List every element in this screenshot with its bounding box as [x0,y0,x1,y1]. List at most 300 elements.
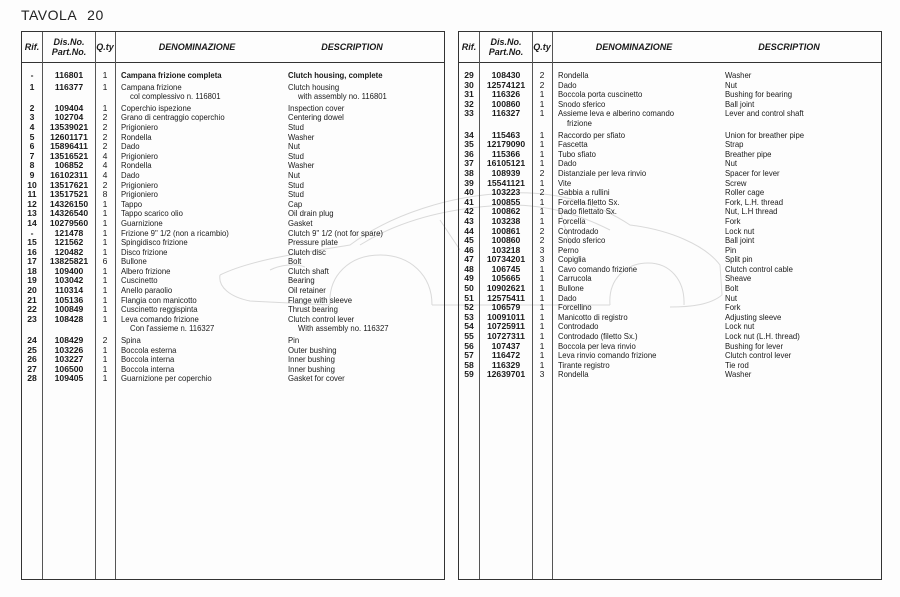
cell-denominazione: Guarnizione [121,217,163,228]
cell-part-no: 109400 [54,265,84,276]
cell-part-no: 109404 [54,102,84,113]
cell-denominazione: Perno [558,244,579,255]
cell-qty: 2 [102,179,108,190]
cell-denominazione: Tubo sfiato [558,148,596,159]
cell-description: Clutch disc [288,246,326,257]
cell-qty: 1 [539,321,545,332]
cell-description: Bolt [725,283,739,294]
cell-description: Ball joint [725,98,755,109]
cell-denominazione: Prigioniero [121,150,158,161]
cell-part-no: 13539021 [49,121,89,132]
table-row [22,152,444,162]
cell-description: Fork [725,302,741,313]
cell-description: Fork [725,215,741,226]
cell-part-no: 116472 [491,350,521,361]
cell-rif: 17 [27,256,37,267]
cell-part-no: 116326 [491,89,521,100]
cell-qty: 2 [539,79,545,90]
cell-denominazione: col complessivo n. 116801 [130,91,221,102]
cell-part-no: 108428 [54,313,84,324]
cell-part-no: 116327 [491,108,521,119]
cell-qty: 2 [539,235,545,246]
cell-denominazione: Grano di centraggio coperchio [121,112,225,123]
cell-part-no: 103226 [54,344,84,355]
cell-qty: 1 [102,313,108,324]
cell-denominazione: frizione [567,117,592,128]
cell-denominazione: Forcella filetto Sx. [558,196,620,207]
cell-rif: 13 [27,208,37,219]
cell-denominazione: Cuscinetto reggispinta [121,304,198,315]
cell-rif: 9 [29,169,35,180]
cell-description: Outer bushing [288,344,337,355]
cell-description: Lock nut (L.H. thread) [725,331,800,342]
cell-qty: 1 [102,208,108,219]
cell-part-no: 120482 [54,246,84,257]
cell-part-no: 116801 [54,70,84,80]
cell-part-no: 15896411 [50,141,88,152]
cell-denominazione: Boccola esterna [121,344,177,355]
cell-part-no: 16102311 [50,169,88,180]
cell-qty: 3 [539,369,545,380]
cell-rif: 49 [464,273,474,284]
cell-rif: 33 [464,108,474,119]
cell-denominazione: Boccola interna [121,354,175,365]
table-row [459,198,881,208]
header-description: DESCRIPTION [758,42,820,52]
cell-qty: 1 [539,331,545,342]
cell-description: Stud [288,179,304,190]
cell-denominazione: Tappo scarico olio [121,208,183,219]
cell-rif: 28 [27,373,37,384]
cell-rif: 52 [464,302,474,313]
cell-part-no: 10725911 [487,321,525,332]
cell-denominazione: Controdado [558,321,599,332]
table-row [22,346,444,356]
table-row [22,267,444,277]
cell-part-no: 121562 [54,237,84,248]
cell-rif: 20 [27,285,37,296]
cell-rif: 6 [29,141,35,152]
cell-denominazione: Manicotto di registro [558,311,628,322]
table-row [459,109,881,119]
cell-qty: 8 [102,189,108,200]
cell-rif: - [30,227,34,238]
cell-part-no: 116377 [54,81,84,92]
table-row [22,336,444,346]
cell-rif: 7 [29,150,35,161]
cell-denominazione: Snodo sferico [558,235,606,246]
table-row [22,276,444,286]
cell-rif: 50 [464,283,474,294]
cell-part-no: 115366 [491,148,521,159]
table-row-continuation [22,92,444,102]
table-row [22,238,444,248]
cell-denominazione: Boccola porta cuscinetto [558,89,643,100]
cell-description: Fork, L.H. thread [725,196,784,207]
cell-denominazione: Bullone [558,283,584,294]
cell-part-no: 100855 [491,196,521,207]
cell-denominazione: Bullone [121,256,147,267]
cell-qty: 4 [102,160,108,171]
cell-rif: 45 [464,235,474,246]
cell-description: Nut [288,141,301,152]
cell-qty: 1 [102,198,108,209]
cell-part-no: 14326540 [49,208,89,219]
cell-rif: 57 [464,350,474,361]
cell-description: Nut [288,169,301,180]
cell-part-no: 10091011 [487,311,525,322]
cell-description: Adjusting sleeve [725,311,782,322]
table-header [22,32,444,63]
table-row [22,257,444,267]
cell-denominazione: Controdado (filetto Sx.) [558,331,638,342]
cell-rif: 19 [27,275,37,286]
cell-description: Bolt [288,256,302,267]
table-row [22,355,444,365]
cell-qty: 2 [102,335,108,346]
cell-description: Stud [288,121,304,132]
cell-part-no: 110314 [54,285,84,296]
cell-qty: 1 [539,148,545,159]
cell-part-no: 10279560 [49,217,89,228]
cell-denominazione: Cuscinetto [121,275,158,286]
table-row [459,370,881,380]
cell-rif: 27 [27,363,37,374]
cell-rif: 11 [27,189,37,200]
cell-part-no: 105136 [54,294,84,305]
cell-part-no: 12179090 [486,139,526,150]
cell-part-no: 108939 [491,167,521,178]
cell-qty: 1 [539,108,545,119]
page-title-number: 20 [87,7,104,23]
cell-denominazione: Carrucola [558,273,592,284]
cell-description: Flange with sleeve [288,294,353,305]
cell-rif: 53 [464,311,474,322]
header-part-line1: Dis.No. [53,37,85,47]
cell-denominazione: Snodo sferico [558,98,606,109]
cell-rif: 38 [464,167,474,178]
page-title-label: TAVOLA [21,7,78,23]
cell-description: Nut, L.H thread [725,206,778,217]
cell-qty: 1 [539,350,545,361]
table-header [459,32,881,63]
cell-description: Clutch control lever [725,350,792,361]
cell-description: Oil retainer [288,285,326,296]
cell-part-no: 100849 [54,304,84,315]
cell-qty: 2 [539,167,545,178]
header-part-line1: Dis.No. [490,37,522,47]
header-part-line2: Part.No. [51,47,87,57]
cell-description: Pressure plate [288,237,338,248]
cell-description: Stud [288,189,304,200]
table-body [459,71,881,380]
cell-description: Inner bushing [288,363,335,374]
cell-rif: 54 [464,321,474,332]
cell-part-no: 105665 [491,273,521,284]
cell-denominazione: Distanziale per leva rinvio [558,167,647,178]
table-body [22,71,444,384]
cell-qty: 1 [539,292,545,303]
cell-rif: - [30,70,34,80]
cell-description: with assembly no. 116801 [298,91,387,102]
cell-description: Oil drain plug [288,208,334,219]
table-row [459,159,881,169]
table-row [459,90,881,100]
cell-qty: 1 [539,263,545,274]
cell-description: Screw [725,177,747,188]
cell-qty: 1 [102,304,108,315]
cell-denominazione: Disco frizione [121,246,168,257]
cell-description: Pin [725,244,737,255]
cell-part-no: 108430 [491,70,521,80]
cell-qty: 1 [102,354,108,365]
cell-rif: 35 [464,139,474,150]
cell-qty: 1 [539,311,545,322]
cell-qty: 1 [539,340,545,351]
table-row-continuation [459,119,881,129]
cell-part-no: 13516521 [49,150,89,161]
cell-description: Centering dowel [288,112,344,123]
cell-rif: 1 [29,81,35,92]
cell-description: Cap [288,198,303,209]
cell-rif: 4 [29,121,35,132]
cell-denominazione: Vite [558,177,572,188]
table-row [459,81,881,91]
cell-denominazione: Forcella [558,215,586,226]
cell-qty: 1 [102,81,108,92]
header-part-no [480,37,532,57]
cell-rif: 47 [464,254,474,265]
table-row [459,351,881,361]
table-row-continuation [22,324,444,334]
header-part-no [43,37,95,57]
cell-rif: 2 [29,102,35,113]
cell-part-no: 100860 [491,235,521,246]
cell-denominazione: Fascetta [558,139,588,150]
cell-denominazione: Frizione 9'' 1/2 (non a ricambio) [121,227,229,238]
table-row [459,179,881,189]
table-row [459,294,881,304]
cell-description: Clutch shaft [288,265,329,276]
cell-rif: 10 [27,179,37,190]
cell-qty: 1 [539,206,545,217]
cell-description: Ball joint [725,235,755,246]
cell-denominazione: Dado [558,158,577,169]
cell-rif: 31 [464,89,474,100]
cell-denominazione: Gabbia a rullini [558,187,610,198]
cell-description: Clutch 9'' 1/2 (not for spare) [288,227,383,238]
cell-part-no: 12601171 [50,131,88,142]
cell-qty: 1 [539,302,545,313]
cell-part-no: 12574121 [486,79,526,90]
cell-part-no: 10902621 [486,283,526,294]
cell-rif: 24 [27,335,37,346]
cell-rif: 25 [27,344,37,355]
cell-description: Washer [288,160,315,171]
cell-rif: 15 [27,237,37,248]
cell-denominazione: Controdado [558,225,599,236]
table-row [459,255,881,265]
cell-part-no: 15541121 [487,177,525,188]
cell-rif: 18 [27,265,37,276]
cell-part-no: 100862 [491,206,521,217]
cell-part-no: 100861 [491,225,521,236]
cell-part-no: 106852 [54,160,84,171]
cell-part-no: 103042 [54,275,84,286]
cell-description: Gasket [288,217,313,228]
cell-denominazione: Rondella [558,369,589,380]
cell-qty: 2 [102,131,108,142]
cell-part-no: 13517621 [49,179,89,190]
table-row [22,365,444,375]
cell-description: Strap [725,139,744,150]
cell-part-no: 121478 [54,227,84,238]
cell-part-no: 116329 [491,359,521,370]
table-row [22,229,444,239]
cell-qty: 1 [539,196,545,207]
cell-rif: 5 [29,131,35,142]
header-denominazione: DENOMINAZIONE [595,42,673,52]
cell-rif: 44 [464,225,474,236]
cell-rif: 26 [27,354,37,365]
cell-qty: 1 [102,265,108,276]
cell-rif: 42 [464,206,474,217]
cell-qty: 3 [539,244,545,255]
cell-denominazione: Dado [558,79,577,90]
cell-rif: 40 [464,187,474,198]
cell-rif: 58 [464,359,474,370]
table-row [22,305,444,315]
cell-description: Spacer for lever [725,167,780,178]
cell-qty: 1 [102,246,108,257]
cell-rif: 14 [27,217,37,228]
cell-description: Bushing for lever [725,340,784,351]
cell-description: With assembly no. 116327 [298,323,389,334]
cell-description: Pin [288,335,300,346]
table-row [459,207,881,217]
cell-part-no: 10734201 [486,254,526,265]
table-row [459,140,881,150]
cell-part-no: 13517521 [49,189,89,200]
cell-rif: 12 [27,198,37,209]
cell-rif: 34 [464,129,474,140]
cell-qty: 2 [539,70,545,80]
cell-description: Gasket for cover [288,373,345,384]
cell-description: Lock nut [725,321,755,332]
cell-rif: 36 [464,148,474,159]
cell-qty: 1 [539,359,545,370]
cell-description: Split pin [725,254,753,265]
table-row [22,374,444,384]
cell-description: Clutch control lever [288,313,355,324]
header-rif: Rif. [461,42,477,52]
cell-qty: 1 [539,139,545,150]
cell-description: Bushing for bearing [725,89,793,100]
cell-qty: 6 [102,256,108,267]
cell-qty: 1 [102,373,108,384]
cell-denominazione: Flangia con manicotto [121,294,197,305]
cell-part-no: 12575411 [487,292,525,303]
cell-qty: 2 [539,225,545,236]
cell-part-no: 106579 [491,302,521,313]
cell-description: Union for breather pipe [725,129,805,140]
cell-part-no: 103218 [491,244,521,255]
cell-part-no: 13825821 [49,256,89,267]
cell-rif: 32 [464,98,474,109]
cell-qty: 1 [102,344,108,355]
cell-rif: 41 [464,196,474,207]
cell-part-no: 115463 [491,129,521,140]
cell-denominazione: Boccola interna [121,363,175,374]
cell-qty: 1 [539,98,545,109]
cell-denominazione: Rondella [121,160,152,171]
cell-denominazione: Rondella [121,131,152,142]
cell-qty: 1 [102,285,108,296]
cell-denominazione: Rondella [558,70,589,80]
cell-qty: 1 [539,129,545,140]
cell-part-no: 12639701 [486,369,526,380]
cell-description: Nut [725,158,738,169]
cell-rif: 21 [27,294,37,305]
cell-part-no: 109405 [54,373,84,384]
cell-denominazione: Tappo [121,198,143,209]
cell-rif: 37 [464,158,474,169]
cell-rif: 23 [27,313,37,324]
cell-qty: 1 [102,237,108,248]
cell-denominazione: Spina [121,335,141,346]
cell-qty: 1 [539,177,545,188]
cell-qty: 4 [102,169,108,180]
cell-rif: 56 [464,340,474,351]
cell-denominazione: Raccordo per sfiato [558,129,626,140]
cell-description: Lever and control shaft [725,108,804,119]
cell-denominazione: Cavo comando frizione [558,263,638,274]
table-row [22,71,444,81]
cell-part-no: 16105121 [486,158,526,169]
cell-part-no: 102704 [54,112,84,123]
cell-description: Roller cage [725,187,765,198]
cell-qty: 1 [102,227,108,238]
cell-denominazione: Leva rinvio comando frizione [558,350,657,361]
cell-rif: 55 [464,331,474,342]
cell-rif: 51 [464,292,474,303]
table-row [459,217,881,227]
cell-denominazione: Forcellino [558,302,592,313]
header-qty: Q.ty [96,42,114,52]
cell-denominazione: Tirante registro [558,359,610,370]
page-title [21,7,104,23]
header-denominazione: DENOMINAZIONE [158,42,236,52]
header-description: DESCRIPTION [321,42,383,52]
cell-qty: 1 [539,158,545,169]
cell-qty: 1 [102,294,108,305]
cell-rif: 8 [29,160,35,171]
table-row [459,236,881,246]
cell-description: Thrust bearing [288,304,338,315]
cell-qty: 2 [102,112,108,123]
table-row [459,188,881,198]
table-row [459,342,881,352]
cell-description: Breather pipe [725,148,772,159]
cell-qty: 2 [102,141,108,152]
parts-table-right [458,31,882,580]
cell-description: Sheave [725,273,752,284]
cell-qty: 1 [539,273,545,284]
cell-denominazione: Albero frizione [121,265,171,276]
table-row [459,227,881,237]
cell-qty: 1 [102,217,108,228]
table-row [22,104,444,114]
